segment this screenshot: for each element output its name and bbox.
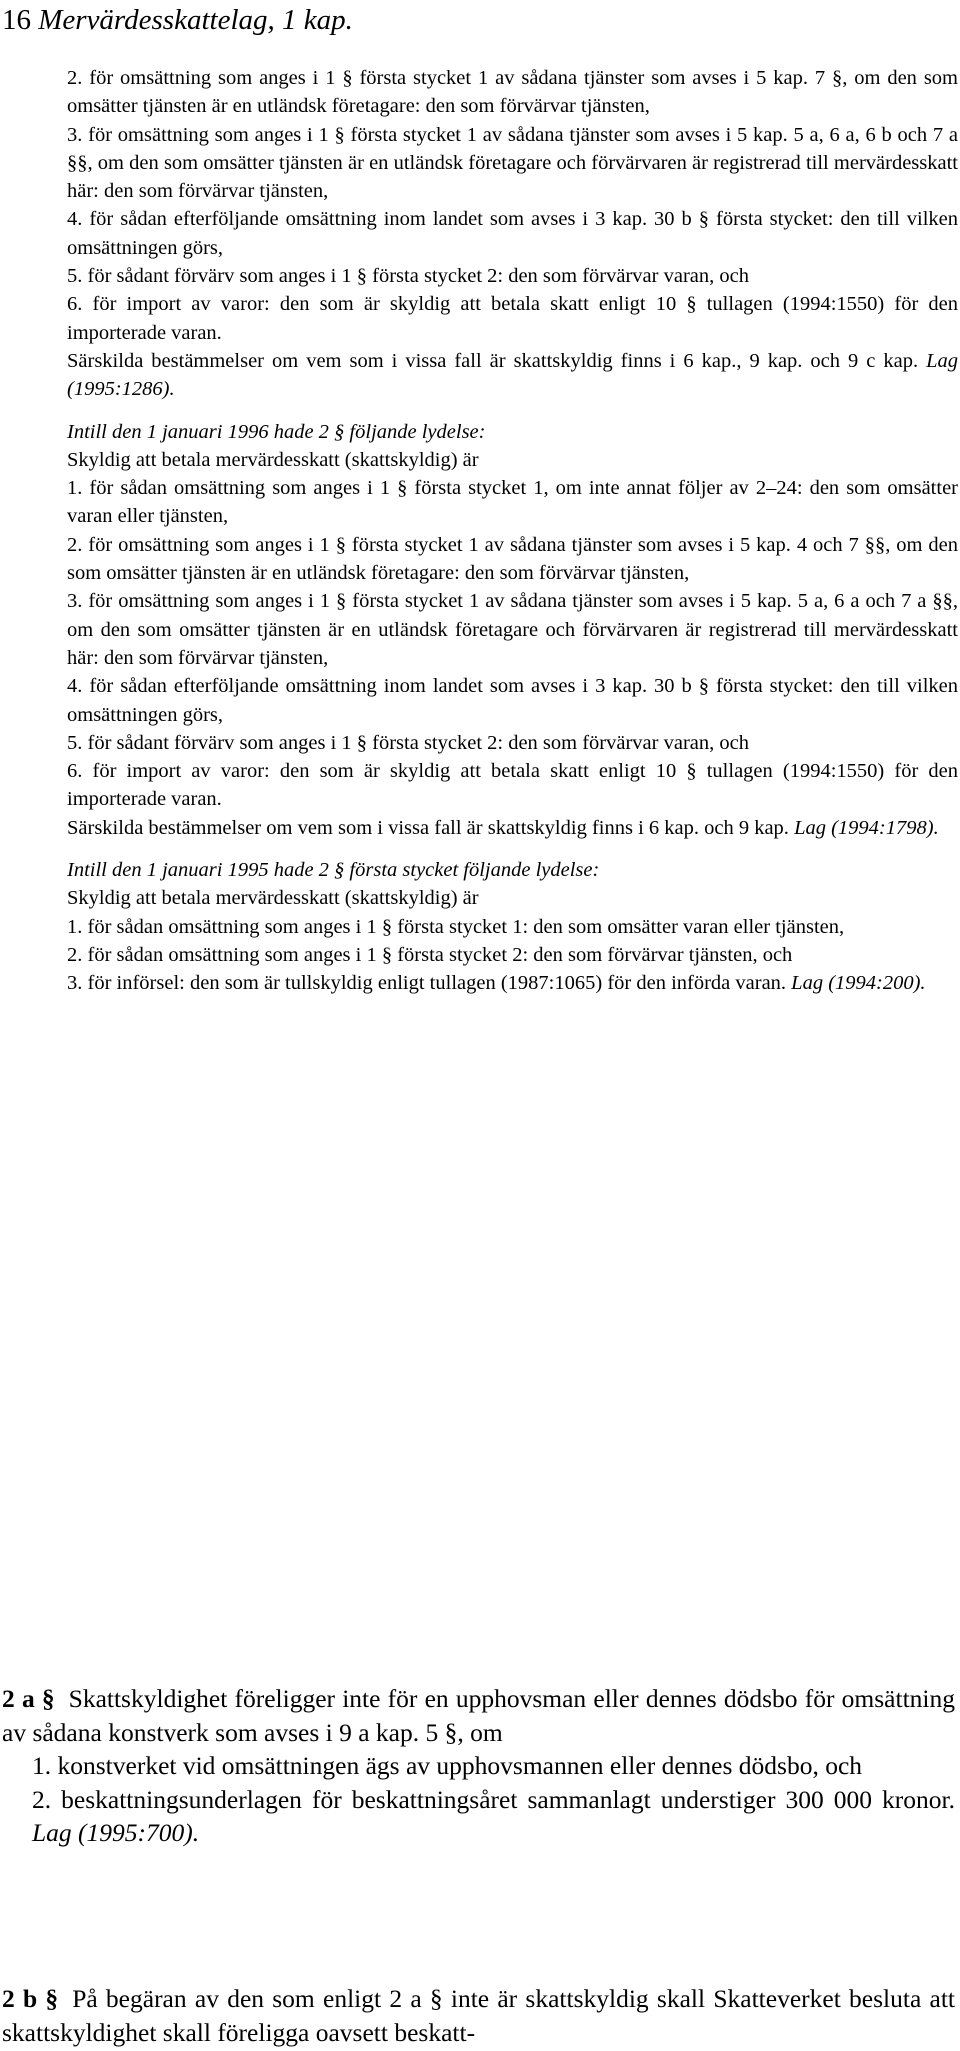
- list-item: 5. för sådant förvärv som anges i 1 § första stycket 2: den som förvärvar varan, och: [67, 731, 749, 754]
- list-item: 6. för import av varor: den som är skyldig att betala skatt enligt 10 § tullagen (1994:1550) för den importerade varan.: [67, 293, 958, 344]
- list-item: 1. konstverket vid omsättningen ägs av upphovsmannen eller dennes dödsbo, och: [32, 1751, 863, 1780]
- paragraph-number: 2 b §: [2, 1984, 59, 2013]
- closing-paragraph: [67, 814, 958, 842]
- closing-paragraph: [67, 347, 958, 404]
- paragraph-2b: [2, 1982, 955, 2049]
- chapter-title: Mervärdesskattelag, 1 kap.: [38, 4, 353, 36]
- list-item: [2, 1783, 955, 1850]
- list-item-text: 3. för införsel: den som är tullskyldig enligt tullagen (1987:1065) för den införda varan.: [67, 972, 792, 995]
- paragraph-2a-text: [2, 1682, 955, 1749]
- list-item: 5. för sådant förvärv som anges i 1 § första stycket 2: den som förvärvar varan, och: [67, 265, 749, 288]
- list-item: 6. för import av varor: den som är skyldig att betala skatt enligt 10 § tullagen (1994:1550) för den importerade varan.: [67, 760, 958, 811]
- paragraph-2b-text: [2, 1982, 955, 2049]
- intro-line: Skyldig att betala mervärdesskatt (skattskyldig) är: [67, 448, 479, 471]
- paragraph-2a: [2, 1682, 955, 1850]
- list-item: 4. för sådan efterföljande omsättning inom landet som avses i 3 kap. 30 b § första stycket: den till vilken omsättningen görs,: [67, 675, 958, 726]
- law-reference: Lag (1995:1286).: [67, 349, 958, 401]
- running-head: [2, 2, 353, 38]
- list-item: 1. för sådan omsättning som anges i 1 § första stycket 1: den som omsätter varan eller tjänsten,: [67, 915, 845, 938]
- list-item: 4. för sådan efterföljande omsättning inom landet som avses i 3 kap. 30 b § första stycket: den till vilken omsättningen görs,: [67, 208, 958, 259]
- current-wording-block: [67, 64, 958, 998]
- historical-heading: Intill den 1 januari 1995 hade 2 § första stycket följande lydelse:: [67, 859, 600, 882]
- law-reference: Lag (1994:1798).: [794, 816, 939, 839]
- list-item-text: 2. beskattningsunderlagen för beskattningsåret sammanlagt understiger 300 000 kronor.: [32, 1784, 955, 1814]
- law-reference: Lag (1994:200).: [791, 972, 926, 995]
- paragraph-body: På begäran av den som enligt 2 a § inte är skattskyldig skall Skatteverket besluta att skattskyldighet skall föreligga oavsett beskatt-: [2, 1984, 955, 2047]
- list-item: 2. för omsättning som anges i 1 § första stycket 1 av sådana tjänster som avses i 5 kap. 7 §, om den som omsätter tjänsten är en utländsk företagare: den som förvärvar tjänsten,: [67, 67, 958, 118]
- historical-heading: Intill den 1 januari 1996 hade 2 § följande lydelse:: [67, 420, 486, 443]
- closing-text: Särskilda bestämmelser om vem som i vissa fall är skattskyldig finns i 6 kap., 9 kap. och 9 c kap.: [67, 349, 927, 372]
- list-item: 1. för sådan omsättning som anges i 1 § första stycket 1, om inte annat följer av 2–24: den som omsätter varan eller tjänsten,: [67, 477, 958, 528]
- list-item: 3. för omsättning som anges i 1 § första stycket 1 av sådana tjänster som avses i 5 kap. 5 a, 6 a, 6 b och 7 a §§, om den som omsätter tjänsten är en utländsk företagare och förvärvaren är registrerad till mervärdesskatt här: den som förvärvar tjänsten,: [67, 123, 958, 203]
- paragraph-number: 2 a §: [2, 1684, 55, 1713]
- intro-line: Skyldig att betala mervärdesskatt (skattskyldig) är: [67, 887, 479, 910]
- closing-text: Särskilda bestämmelser om vem som i vissa fall är skattskyldig finns i 6 kap. och 9 kap.: [67, 816, 795, 839]
- list-item: 2. för sådan omsättning som anges i 1 § första stycket 2: den som förvärvar tjänsten, och: [67, 943, 793, 966]
- law-reference: Lag (1995:700).: [32, 1818, 200, 1847]
- page-number: 16: [2, 4, 31, 36]
- paragraph-body: Skattskyldighet föreligger inte för en upphovsman eller dennes dödsbo för omsättning av sådana konstverk som avses i 9 a kap. 5 §, om: [2, 1684, 955, 1747]
- list-item: 2. för omsättning som anges i 1 § första stycket 1 av sådana tjänster som avses i 5 kap. 4 och 7 §§, om den som omsätter tjänsten är en utländsk företagare: den som förvärvar tjänsten,: [67, 533, 958, 585]
- list-item: 3. för omsättning som anges i 1 § första stycket 1 av sådana tjänster som avses i 5 kap. 5 a, 6 a och 7 a §§, om den som omsätter tjänsten är en utländsk företagare och förvärvaren är registrerad till mervärdesskatt här: den som förvärvar tjänsten,: [67, 590, 958, 669]
- list-item: [67, 969, 958, 997]
